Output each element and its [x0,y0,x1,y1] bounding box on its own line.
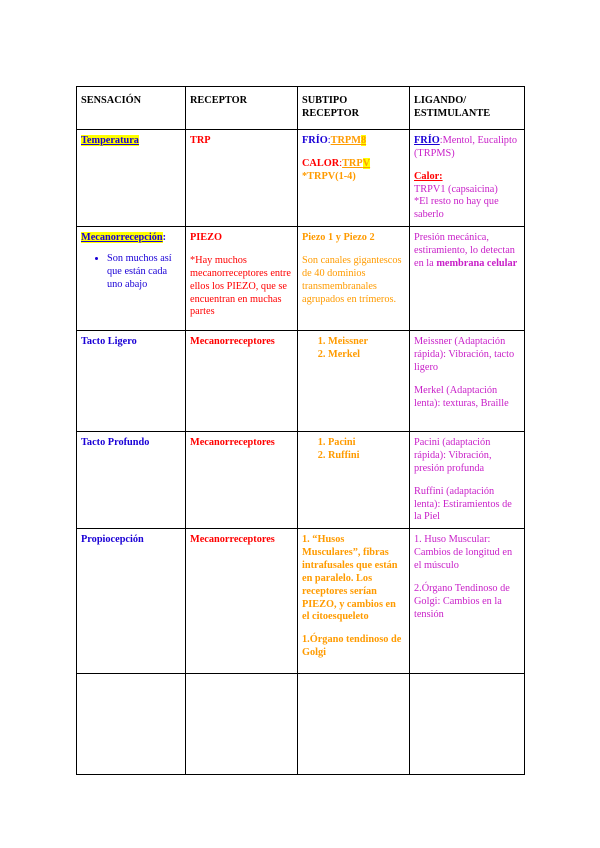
ligand-calor-text: TRPV1 (capsaicina) [414,183,498,195]
sensation-tacto-ligero: Tacto Ligero [81,336,137,348]
ligand-calor-note: *El resto no hay que saberlo [414,196,499,221]
sensation-cell [77,331,186,432]
ligand-cell [410,130,525,227]
table-row [77,331,525,432]
ligand-cell [410,331,525,432]
sensory-receptors-table [76,86,525,775]
list-item: 1. Pacini [328,437,405,450]
ligand-ruffini: Ruffini (adaptación lenta): Estiramientos de la Piel [414,485,512,523]
receptor-cell [186,529,298,674]
receptor-cell [186,432,298,529]
subtype-cell [298,529,410,674]
subtype-cell [298,432,410,529]
ligand-frio: FRÍO:Mentol, Eucalipto (TRPMS) [414,135,517,159]
ligand-pacini: Pacini (adaptación rápida): Vibración, presión profunda [414,437,492,474]
subtype-calor: CALOR:TRPV [302,157,371,169]
ligand-merkel: Merkel (Adaptación lenta): texturas, Braille [414,384,509,409]
header-subtype: SUBTIPO RECEPTOR [298,87,410,130]
sensation-cell [77,227,186,331]
subtype-cell [298,130,410,227]
list-item: 2. Merkel [328,349,405,362]
subtype-piezo: Piezo 1 y Piezo 2 [302,232,375,244]
sensation-propiocepcion: Propiocepción [81,534,144,546]
empty-cell [410,674,525,775]
receptor-mecanorreceptores: Mecanorreceptores [190,534,275,546]
ligand-cell [410,432,525,529]
ligand-calor-label: Calor: [414,170,443,182]
header-receptor: RECEPTOR [186,87,298,130]
table-row [77,432,525,529]
ligand-meissner: Meissner (Adaptación rápida): Vibración, tacto ligero [414,336,515,373]
sensation-temperatura: Temperatura [81,135,139,146]
ligand-huso: 1. Huso Muscular: Cambios de longitud en el músculo [414,534,513,572]
ligand-golgi: 2.Órgano Tendinoso de Golgi: Cambios en la tensión [414,582,510,620]
empty-cell [298,674,410,775]
receptor-trp: TRP [190,135,211,146]
sensation-mecanorrecepcion: Mecanorrecepción: [81,232,167,244]
subtype-list [302,437,405,463]
sensation-cell [77,432,186,529]
sensation-tacto-profundo: Tacto Profundo [81,437,150,449]
receptor-cell [186,130,298,227]
subtype-cell [298,331,410,432]
sensation-cell [77,130,186,227]
subtype-cell [298,227,410,331]
sensation-bullet-list [81,253,181,292]
receptor-mecanorreceptores: Mecanorreceptores [190,437,275,449]
sensation-cell [77,529,186,674]
receptor-note: *Hay muchos mecanorreceptores entre ellos los PIEZO, que se encuentran en muchas partes [190,255,291,318]
subtype-frio: FRÍO:TRPM8 [302,135,367,146]
ligand-text: Presión mecánica, estiramiento, lo detectan en la membrana celular [414,232,518,269]
receptor-cell [186,227,298,331]
list-item: 1. Meissner [328,336,405,349]
empty-cell [186,674,298,775]
ligand-cell [410,529,525,674]
table-row [77,130,525,227]
subtype-note: *TRPV(1-4) [302,170,356,182]
receptor-piezo: PIEZO [190,232,223,244]
table-row-empty [77,674,525,775]
subtype-husos: 1. “Husos Musculares”, fibras intrafusales que están en paralelo. Los receptores serían PIEZO, y cambios en el citoesqueleto [302,534,398,623]
list-item: 2. Ruffini [328,450,405,463]
table-row [77,227,525,331]
table-row [77,529,525,674]
subtype-golgi: 1.Órgano tendinoso de Golgi [302,634,402,659]
header-ligand: LIGANDO/ ESTIMULANTE [410,87,525,130]
subtype-desc: Son canales gigantescos de 40 dominios transmembranales agrupados en trímeros. [302,255,402,305]
empty-cell [77,674,186,775]
receptor-mecanorreceptores: Mecanorreceptores [190,336,275,348]
ligand-cell [410,227,525,331]
header-sensation: SENSACIÓN [77,87,186,130]
subtype-list [302,336,405,362]
header-row [77,87,525,130]
list-item: • Son muchos así que están cada uno abajo [107,253,181,292]
receptor-cell [186,331,298,432]
